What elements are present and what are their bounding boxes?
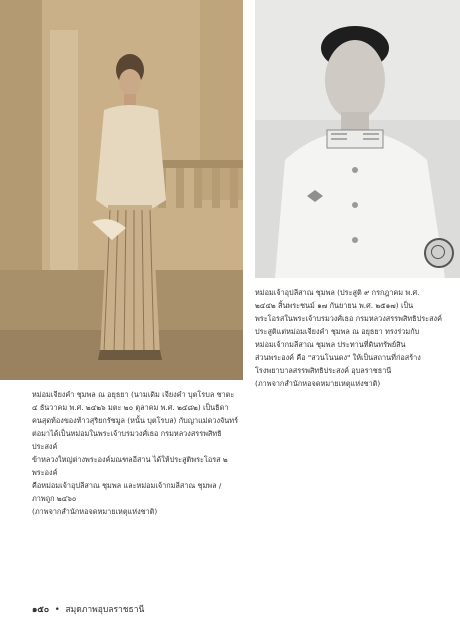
book-title: สมุดภาพอุบลราชธานี (65, 605, 145, 615)
caption-line: ข้าหลวงใหญ่ต่างพระองค์มณฑลอีสาน ได้ให้ประสูติพระโอรส ๒ พระองค์ (32, 455, 228, 477)
caption-line: หม่อมเจ้าอุปลีสาณ ชุมพล (ประสูติ ๙ กรกฎาคม พ.ศ. (255, 288, 420, 297)
bw-portrait-illustration (255, 0, 460, 278)
caption-line: คนสุดท้องของท้าวสุริยกรัชมูล (หนั้น บุตโรบล) กับญาแม่ดวงจันทร์ (32, 416, 238, 425)
caption-line: ส่วนพระองค์ คือ "สวนโนนดง" ให้เป็นสถานที่ก่อสร้าง (255, 353, 421, 362)
caption-line: ๒๔๔๒ สิ้นพระชนม์ ๑๗ กันยายน พ.ศ. ๒๕๑๗) เป็น (255, 301, 414, 310)
sepia-portrait-photo (0, 0, 243, 380)
page-footer (32, 602, 144, 616)
caption-line: หม่อมเจ้ากมลีสาณ ชุมพล ประทานที่ดินทรัพย์สิน (255, 340, 406, 349)
caption-left (32, 388, 244, 518)
bw-portrait-photo (255, 0, 460, 278)
caption-right (255, 286, 455, 390)
caption-line: โรงพยาบาลสรรพสิทธิประสงค์ อุบลราชธานี (255, 366, 392, 375)
archive-seal-icon (424, 238, 454, 268)
caption-line: หม่อมเจียงคำ ชุมพล ณ อยุธยา (นามเดิม เจียงคำ บุตโรบล ชาตะ (32, 390, 235, 399)
caption-line: ๔ ธันวาคม พ.ศ. ๒๔๒๖ มตะ ๒๐ ตุลาคม พ.ศ. ๒๔๘๒) เป็นธิดา (32, 403, 229, 412)
caption-source: (ภาพจากสำนักหอจดหมายเหตุแห่งชาติ) (32, 507, 158, 516)
caption-line: คือหม่อมเจ้าอุปลีสาณ ชุมพล และหม่อมเจ้ากมลีสาณ ชุมพล / (32, 481, 222, 490)
caption-line: ภาพถูก ๒๔๖๐ (32, 494, 77, 503)
caption-line: ประสูติแต่หม่อมเจียงคำ ชุมพล ณ อยุธยา ทรงร่วมกับ (255, 327, 420, 336)
sepia-portrait-illustration (0, 0, 243, 380)
page-number: ๑๕๐ (32, 605, 50, 615)
caption-source: (ภาพจากสำนักหอจดหมายเหตุแห่งชาติ) (255, 379, 381, 388)
footer-separator: • (54, 605, 60, 615)
caption-line: ต่อมาได้เป็นหม่อมในพระเจ้าบรมวงศ์เธอ กรมหลวงสรรพสิทธิประสงค์ (32, 429, 222, 451)
caption-line: พระโอรสในพระเจ้าบรมวงศ์เธอ กรมหลวงสรรพสิทธิประสงค์ (255, 314, 442, 323)
